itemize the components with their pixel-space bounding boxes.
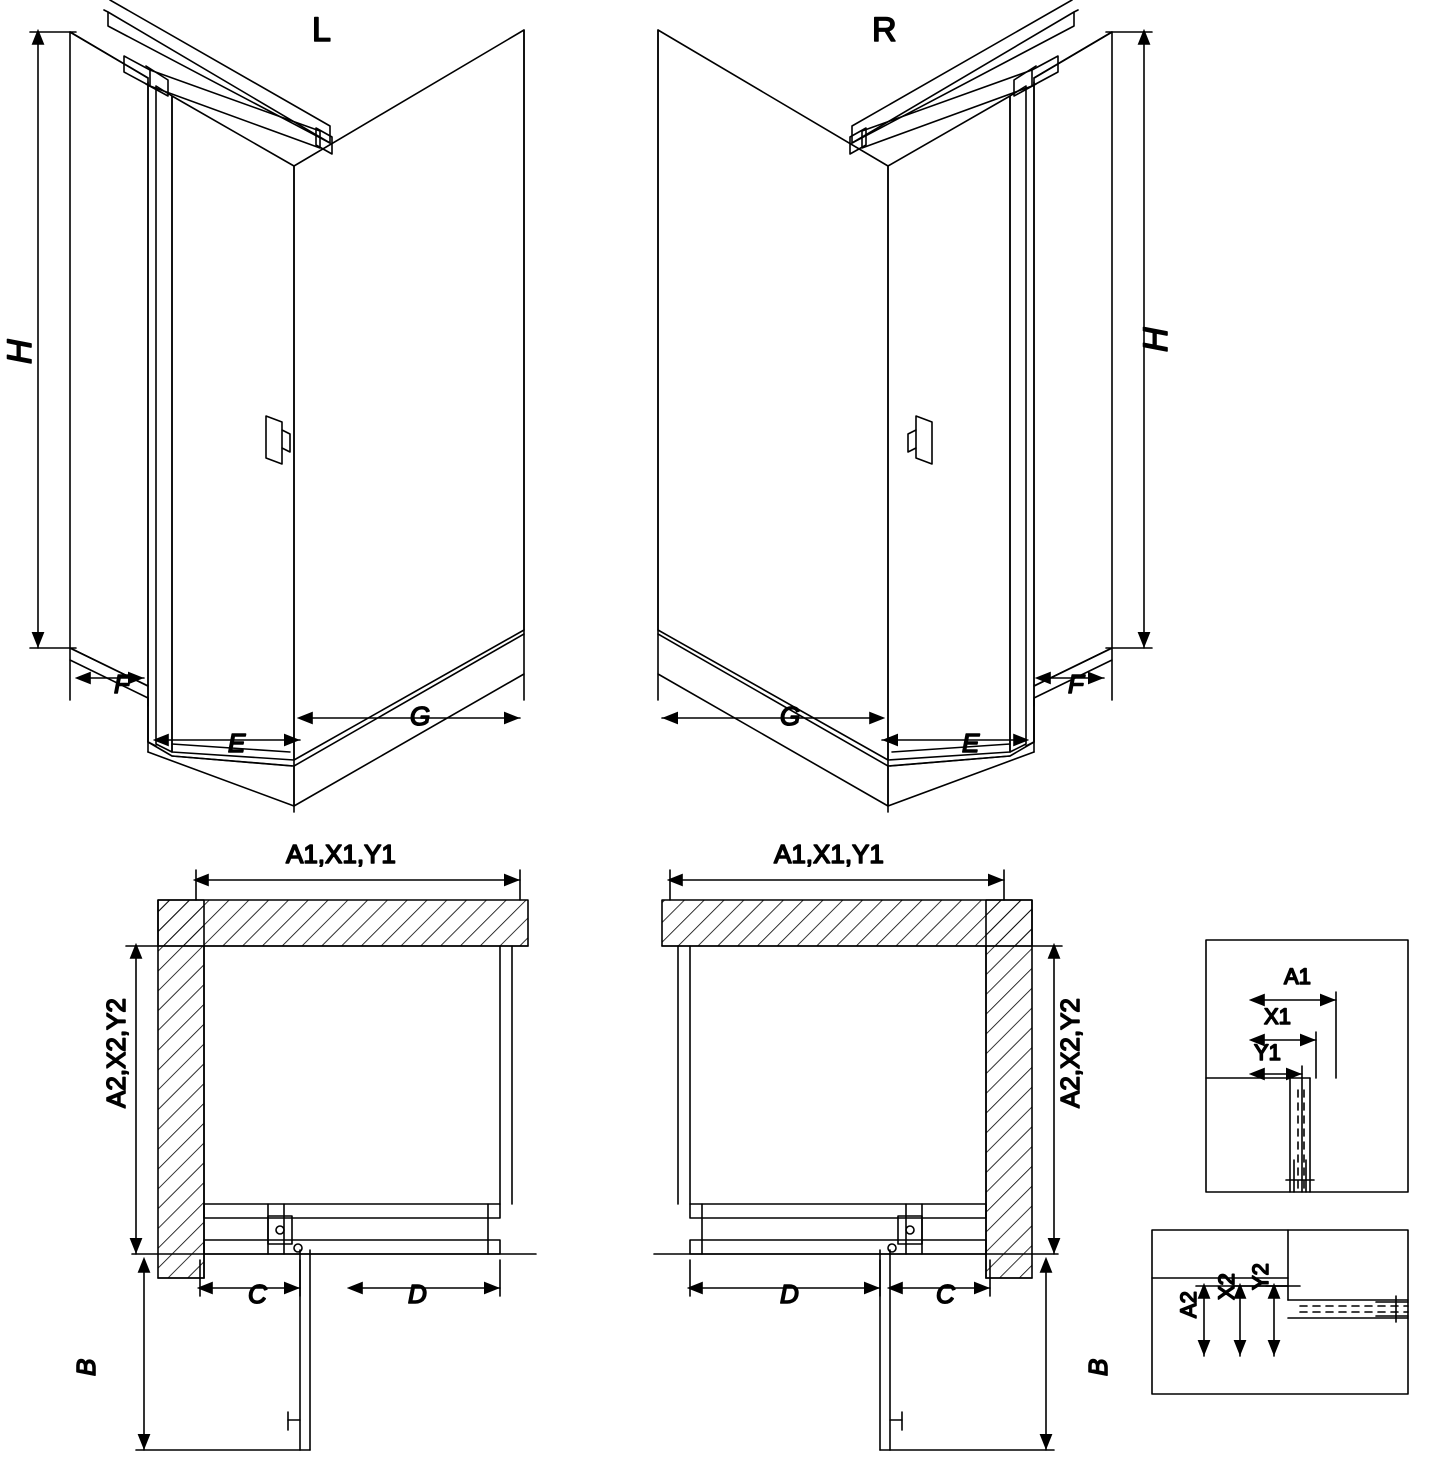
door-handle-left [266, 416, 290, 464]
plan-left-side-dim-label: A2,X2,Y2 [100, 998, 131, 1108]
detail-bottom-label-a2: A2 [1175, 1291, 1201, 1318]
plan-view-right [654, 900, 1058, 1450]
iso-right-dim-g: G [780, 700, 801, 731]
plan-right-top-dim-label: A1,X1,Y1 [774, 838, 884, 869]
iso-right-dim-e: E [962, 727, 980, 758]
detail-bottom-dimension-lines [1196, 1286, 1300, 1356]
title-left: L [312, 10, 331, 49]
plan-left-dim-c: C [248, 1278, 267, 1309]
plan-right-side-dim-label: A2,X2,Y2 [1054, 998, 1085, 1108]
plan-left-dim-d: D [408, 1278, 427, 1309]
title-right: R [872, 10, 897, 49]
iso-view-left [70, 0, 524, 812]
iso-left-dim-e: E [228, 727, 246, 758]
door-handle-right [908, 416, 932, 464]
detail-top-label-x1: X1 [1264, 1003, 1291, 1029]
plan-right-dim-c: C [936, 1278, 955, 1309]
plan-right-dim-b: B [1082, 1358, 1113, 1376]
plan-right-dim-d: D [780, 1278, 799, 1309]
iso-right-plan-dims [662, 678, 1104, 740]
iso-left-height-label: H [0, 339, 39, 364]
detail-bottom-label-y2: Y2 [1247, 1263, 1273, 1290]
plan-left-dim-b: B [70, 1358, 101, 1376]
iso-right-height-label: H [1136, 327, 1175, 352]
plan-left-top-dim-label: A1,X1,Y1 [286, 838, 396, 869]
iso-left-dim-f: F [114, 668, 130, 699]
iso-view-right [658, 0, 1112, 812]
plan-view-left [132, 900, 536, 1450]
detail-top-label-y1: Y1 [1254, 1039, 1281, 1065]
iso-left-plan-dims [78, 678, 520, 740]
iso-left-dim-g: G [410, 700, 431, 731]
detail-top-label-a1: A1 [1284, 963, 1311, 989]
detail-bottom-label-x2: X2 [1213, 1273, 1239, 1300]
iso-right-dim-f: F [1068, 668, 1084, 699]
